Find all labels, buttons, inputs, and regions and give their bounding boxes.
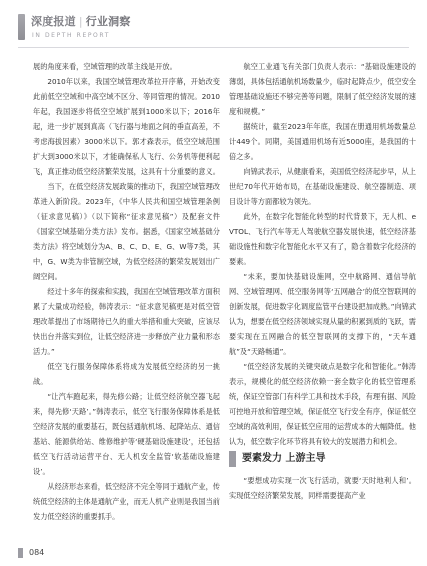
paragraph: 航空工业通飞有关部门负责人表示：“基础设施建设的薄弱，具体包括通航机场数量少，临时起降点少，低空安全管理基础设施还不够完善等问题，限制了低空经济发展的速度和规模。” (229, 62, 416, 116)
paragraph: “未来，要加快基础设施网，空中航路网、通信导航网、空域管理网、低空服务网等‘五网融合’的低空智联网的创新发展，促进数字化调度监管平台建设把加成熟。”向锦武认为，想要在低空经济领域实现从量的积累到质的飞跃，需要实现在五网融合的低空智联网的支撑下的，“天车通航”及“天路畅通”。 (229, 272, 417, 356)
page-number-marker (18, 548, 23, 558)
paragraph: 据统计，截至2023年年底，我国在册通用机场数量总计449个。同期，美国通用机场有近5000座，是我国的十倍之多。 (229, 122, 416, 161)
header-accent-bar (18, 14, 25, 40)
left-column (33, 59, 220, 524)
section-heading-marker (229, 451, 236, 467)
header-section: 行业洞察 (85, 15, 131, 28)
paragraph: 经过十多年的探索和实践，我国在空域管理改革方面积累了大量成功经验，韩涛表示：“征求意见稿更是对低空管理改革提出了市场期待已久的重大举措和重大突破，应该尽快出台并落实到位，让低空经济进一步释放产业力量和形态活力。” (33, 287, 220, 356)
header-brand: 深度报道 (31, 15, 76, 28)
paragraph: “要想成功实现一次飞行活动，就要‘天时地利人和’。实现低空经济繁荣发展，同样需要提高产业 (229, 476, 416, 500)
paragraph: “低空经济发展的关键突破点是数字化和智能化。”韩涛表示，规模化的低空经济依赖一套全数字化的低空管理系统，保证空管部门有科学工具和技术手段，有理有据、风险可控地开放和管理空域，保证低空飞行安全有序，保证低空空域的高效利用，保证低空应用的运营成本的大幅降低。他认为，低空数字化环节将具有较大的发展潜力和机会。 (229, 362, 416, 446)
paragraph: 向锦武表示，从健康看来，美国低空经济起步早，从上世纪70年代开始布局，在基础设施建设、航空器制造、项目设计等方面都较为领先。 (229, 167, 416, 206)
section-heading-title: 要素发力 上游主导 (242, 453, 326, 464)
paragraph: 2010年以来，我国空域管理改革拉开序幕，开始改变此前低空空域和中高空域不区分、等同管理的情况。2010年起，我国逐步将低空空域扩展到1000米以下；2016年起，进一步扩展到真高（飞行器与地面之间的垂直高差，不考虑海拔因素）3000米以下。郭才森表示，低空空域范围扩大到3000米以下，才能确保私人飞行、公务机等便利起飞，真正推动低空经济繁荣发展，这具有十分重要的意义。 (33, 77, 220, 176)
paragraph: 此外，在数字化智能化转型的时代背景下，无人机、eVTOL、飞行汽车等无人驾驶航空器发展快速，低空经济基础设施性和数字化智能化水平又有了，隐含着数字化经济的要素。 (229, 212, 416, 266)
page-header (18, 8, 409, 48)
paragraph: 展的角度来看，空域管理的改革主线是开放。 (33, 62, 177, 71)
paragraph: 从经济形态来看，低空经济不完全等同于通航产业，传统低空经济的主体是通航产业，而无人机产业则是我国当前发力低空经济的重要抓手。 (33, 482, 220, 521)
page-footer (18, 547, 44, 559)
header-title (31, 15, 131, 29)
paragraph: 低空飞行服务保障体系将成为发展低空经济的另一挑战。 (33, 362, 220, 386)
header-english-subtitle: IN DEPTH REPORT (32, 32, 110, 39)
header-divider (18, 47, 409, 48)
section-heading (229, 451, 416, 467)
right-column (229, 59, 416, 503)
header-separator: | (78, 15, 83, 28)
page-number: 084 (29, 548, 45, 557)
paragraph: “让汽车跑起来，得先修公路；让低空经济航空器飞起来，得先修‘天路’。”韩涛表示，低空飞行服务保障体系是低空经济发展的重要基石，既包括通航机场、起降站点、通信基站、能源供给站、维修维护等‘硬基础设施建设’，还包括低空飞行活动运营平台、无人机安全监管‘软基础设施建设’。 (33, 392, 220, 476)
paragraph: 当下，在低空经济发展政策的推动下，我国空域管理改革进入新阶段。2023年，《中华人民共和国空域管理条例（征求意见稿）》（以下简称“征求意见稿”）及配套文件《国家空域基础分类方法》发布。据悉，《国家空域基础分类方法》将空域划分为A、B、C、D、E、G、W等7类，其中，G、W类为非管制空域，为低空经济的繁荣发展划出广阔空间。 (33, 182, 220, 281)
